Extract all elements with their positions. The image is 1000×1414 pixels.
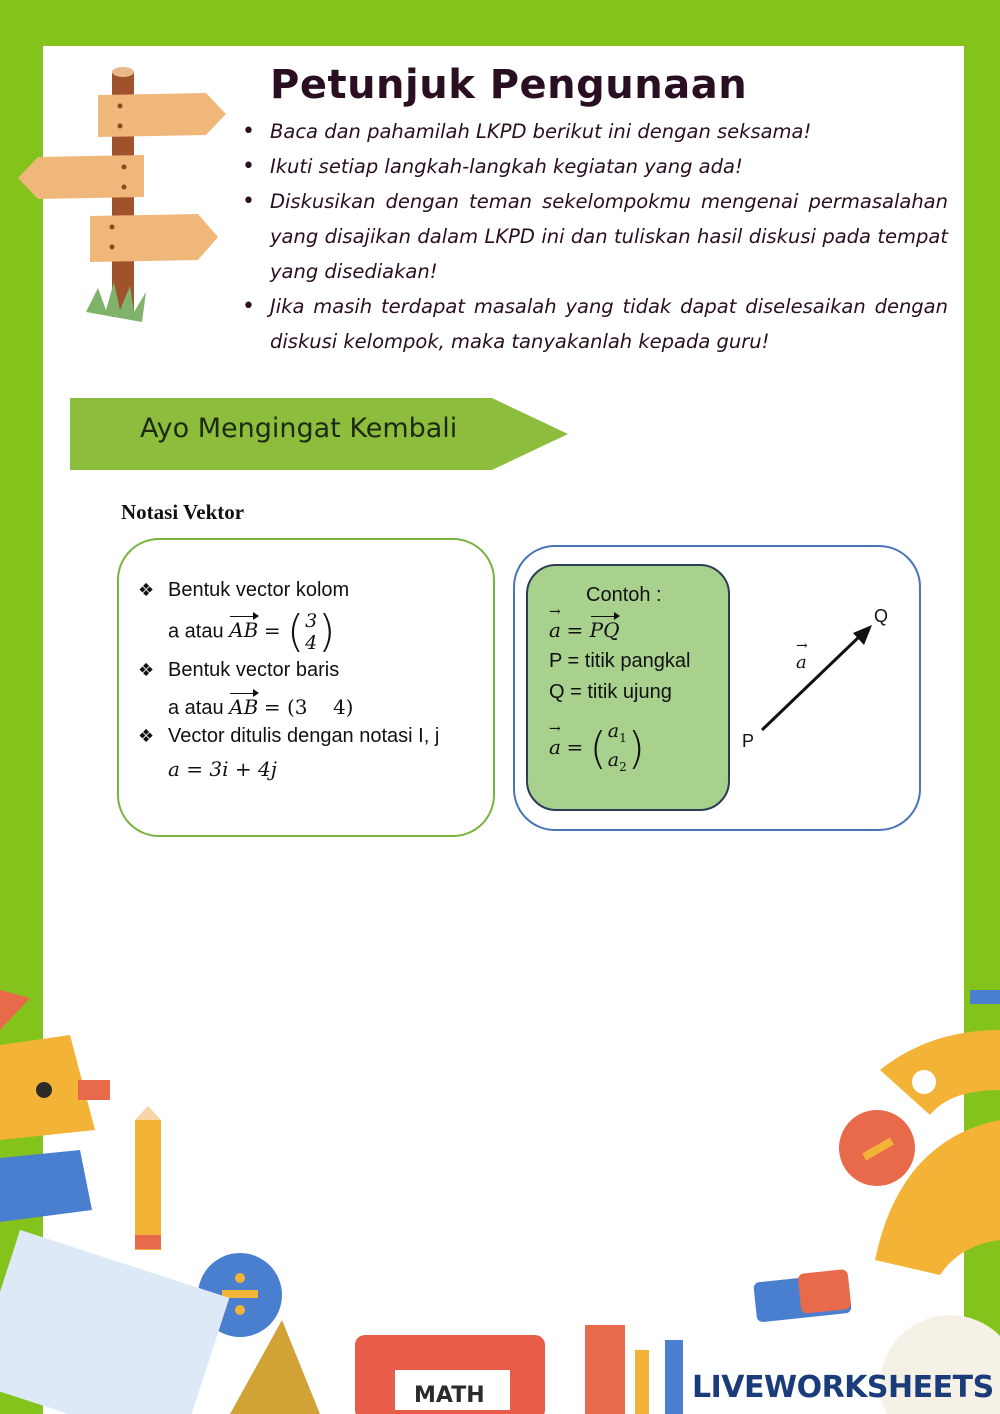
ij-notation-formula: a = 3i + 4j xyxy=(168,757,277,781)
instruction-item: • Baca dan pahamilah LKPD berikut ini dengan seksama! xyxy=(240,114,948,149)
signpost-illustration xyxy=(14,60,234,335)
diamond-bullet-icon: ❖ xyxy=(138,580,155,601)
row-vector-label: Bentuk vector baris xyxy=(168,659,340,681)
instruction-item: • Ikuti setiap langkah-langkah kegiatan yang ada! xyxy=(240,149,948,184)
row-vector-formula: a atau AB = (3 4) xyxy=(168,695,354,719)
diagram-point-q: Q xyxy=(874,606,889,626)
column-bottom: 4 xyxy=(305,632,318,654)
vector-ab: AB xyxy=(229,618,259,643)
component-top: a xyxy=(607,720,620,742)
banner-label: Ayo Mengingat Kembali xyxy=(140,413,458,444)
component-top-sub: 1 xyxy=(619,730,627,745)
section-heading: Notasi Vektor xyxy=(121,500,245,524)
instruction-item: • Jika masih terdapat masalah yang tidak dapat diselesaikan dengan diskusi kelompok, maka tanyakanlah kepada guru! xyxy=(240,289,948,359)
component-form: a → = ( $a_1$ $a_2$ ) xyxy=(549,720,645,778)
stationery-decoration xyxy=(0,990,1000,1414)
instruction-item: • Diskusikan dengan teman sekelompokmu mengenai permasalahan yang disajikan dalam LKPD ini dan tuliskan hasil diskusi pada tempat yang disediakan! xyxy=(240,184,948,289)
column-vector-formula: a atau AB = ( 3 4 ) xyxy=(168,606,336,657)
diagram-vector-label: a → xyxy=(796,652,807,673)
start-point-definition: P = titik pangkal xyxy=(549,650,691,672)
vector-pq: PQ xyxy=(589,618,620,642)
example-label: Contoh : xyxy=(586,584,662,606)
end-point-definition: Q = titik ujung xyxy=(549,681,672,703)
column-vector-matrix: ( 3 4 ) xyxy=(287,606,336,657)
diamond-bullet-icon: ❖ xyxy=(138,660,155,681)
example-vector-equation: a → = PQ xyxy=(549,618,619,643)
row-prefix: a atau xyxy=(168,697,224,719)
vector-a-symbol: a → xyxy=(549,735,561,759)
row-vector-values: (3 4) xyxy=(287,695,354,719)
watermark-logo: LIVEWORKSHEETS xyxy=(692,1370,994,1405)
diamond-bullet-icon: ❖ xyxy=(138,726,155,747)
component-bottom: a xyxy=(607,748,620,771)
component-bottom-sub: 2 xyxy=(619,759,627,774)
ij-notation-label: Vector ditulis dengan notasi I, j xyxy=(168,725,440,747)
column-vector-label: Bentuk vector kolom xyxy=(168,579,350,601)
vector-ab: AB xyxy=(229,695,259,719)
vector-a-symbol: a → xyxy=(549,618,561,642)
diagram-point-p: P xyxy=(742,731,755,751)
svg-text:MATH: MATH xyxy=(414,1383,485,1408)
component-matrix: ( $a_1$ $a_2$ ) xyxy=(589,720,645,774)
instruction-list xyxy=(240,114,948,359)
column-top: 3 xyxy=(305,610,318,632)
page-title: Petunjuk Pengunaan xyxy=(270,62,748,108)
column-prefix: a atau xyxy=(168,620,224,643)
